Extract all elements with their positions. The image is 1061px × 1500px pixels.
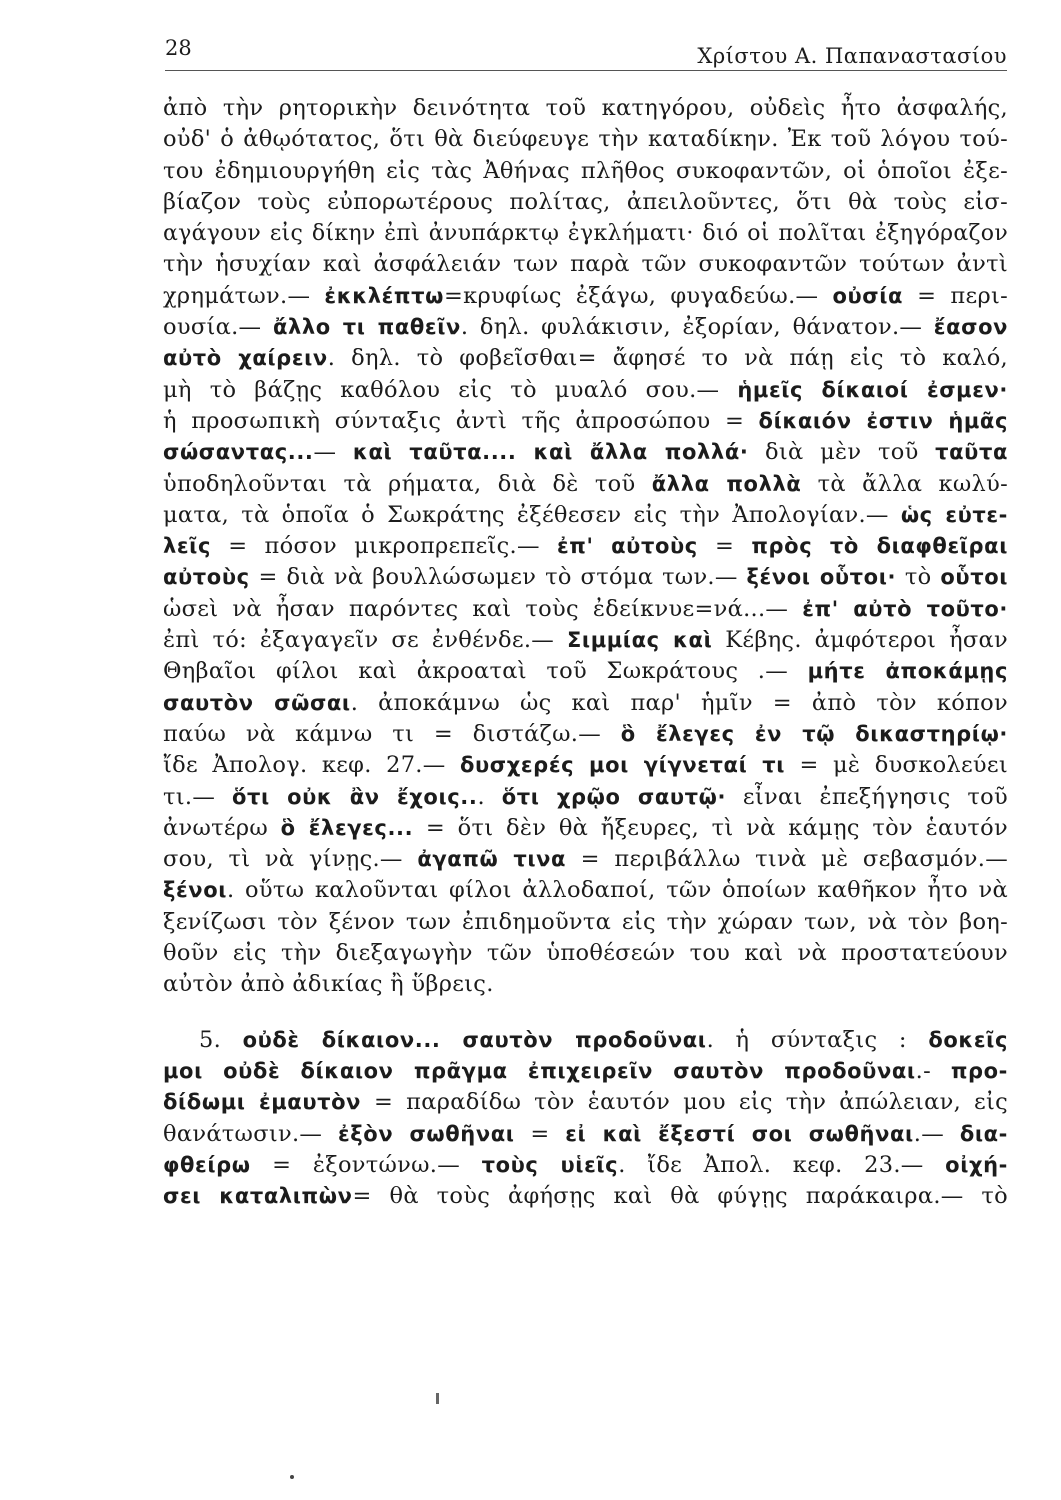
lemma: δίκαιόν ἐστιν ἡμᾶς xyxy=(758,408,1008,433)
lemma: ἀγαπῶ τινα xyxy=(417,847,567,872)
text-line: ὡσεὶ νὰ ἦσαν παρόντες καὶ τοὺς ἐδείκνυε=νά...— ἐπ' αὐτὸ τοῦτο· xyxy=(163,595,1009,622)
text-line: 5. οὐδὲ δίκαιον... σαυτὸν προδοῦναι. ἡ σύνταξις : δοκεῖς xyxy=(199,1026,1009,1053)
text-line: δίδωμι ἐμαυτὸν = παραδίδω τὸν ἑαυτόν μου εἰς τὴν ἀπώλειαν, εἰς xyxy=(163,1089,1008,1116)
text-line: αὐτοὺς = διὰ νὰ βουλλώσωμεν τὸ στόμα των.— ξένοι οὗτοι· τὸ οὗτοι xyxy=(163,564,1009,591)
lemma: ἄλλο τι παθεῖν xyxy=(272,315,461,340)
lemma: οὗτοι xyxy=(940,565,1009,590)
paragraph-gap xyxy=(163,1001,1008,1025)
lemma: αὐτὸ χαίρειν xyxy=(163,346,328,371)
text-line: Θηβαῖοι φίλοι καὶ ἀκροαταὶ τοῦ Σωκράτους .— μήτε ἀποκάμῃς xyxy=(163,658,1008,685)
lemma: ἄλλα πολλὰ xyxy=(651,471,802,496)
lemma: μήτε ἀποκάμῃς xyxy=(807,659,1008,684)
text-line: βίαζον τοὺς εὐπορωτέρους πολίτας, ἀπειλοῦντες, ὅτι θὰ τοὺς εἰσ- xyxy=(163,188,1008,215)
text-line: χρημάτων.— ἐκκλέπτω=κρυφίως ἐξάγω, φυγαδεύω.— οὐσία = περι- xyxy=(163,282,1008,309)
lemma: τοὺς υἱεῖς xyxy=(481,1152,619,1177)
text-line: μοι οὐδὲ δίκαιον πρᾶγμα ἐπιχειρεῖν σαυτὸν προδοῦναι.- προ- xyxy=(163,1057,1008,1084)
text-line: ουσία.— ἄλλο τι παθεῖν. δηλ. φυλάκισιν, ἐξορίαν, θάνατον.— ἔασον xyxy=(163,314,1008,341)
lemma: μοι οὐδὲ δίκαιον πρᾶγμα ἐπιχειρεῖν σαυτὸν προδοῦναι xyxy=(163,1058,916,1083)
lemma: λεῖς xyxy=(163,534,212,559)
page-header xyxy=(165,36,1007,71)
lemma: σώσαντας... xyxy=(163,440,314,465)
lemma: δίδωμι ἐμαυτὸν xyxy=(163,1090,362,1115)
lemma: δοκεῖς xyxy=(928,1027,1009,1052)
text-line: αγάγουν εἰς δίκην ἐπὶ ἀνυπάρκτῳ ἐγκλήματι· διό οἱ πολῖται ἐξηγόραζον xyxy=(163,221,1008,247)
lemma: ἔασον xyxy=(933,315,1008,340)
lemma: ὃ ἔλεγες... xyxy=(280,815,414,840)
text-line: σει καταλιπὼν= θὰ τοὺς ἀφήσῃς καὶ θὰ φύγῃς παράκαιρα.— τὸ xyxy=(163,1183,1008,1210)
lemma: οὐσία xyxy=(832,283,904,308)
lemma: καὶ ταῦτα.... καὶ ἄλλα πολλά· xyxy=(352,440,749,465)
text-line: μὴ τὸ βάζῃς καθόλου εἰς τὸ μυαλό σου.— ἡμεῖς δίκαιοί ἐσμεν· xyxy=(163,376,1009,403)
lemma: ὡς εὐτε- xyxy=(900,502,1008,527)
lemma: ὅτι χρῷο σαυτῷ· xyxy=(501,784,727,809)
lemma: οἰχή- xyxy=(945,1152,1008,1177)
text-line: ματα, τὰ ὁποῖα ὁ Σωκράτης ἐξέθεσεν εἰς τὴν Ἀπολογίαν.— ὡς εὐτε- xyxy=(163,501,1008,528)
lemma: ξένοι οὗτοι· xyxy=(746,565,897,590)
lemma: ἡμεῖς δίκαιοί ἐσμεν· xyxy=(737,377,1009,402)
lemma: ἐκκλέπτω xyxy=(324,283,444,308)
lemma: προ- xyxy=(950,1058,1008,1083)
lemma: αὐτοὺς xyxy=(163,565,250,590)
lemma: φθείρω xyxy=(163,1152,251,1177)
text-line: ἀνωτέρω ὃ ἔλεγες... = ὅτι δὲν θὰ ἤξευρες, τὶ νὰ κάμῃς τὸν ἑαυτόν xyxy=(163,814,1009,841)
lemma: Σιμμίας καὶ xyxy=(566,628,713,653)
text-line: ἀπὸ τὴν ρητορικὴν δεινότητα τοῦ κατηγόρου, οὐδεὶς ἦτο ἀσφαλής, xyxy=(163,95,1008,121)
lemma: ὅτι οὐκ ἂν ἔχοις.. xyxy=(231,784,478,809)
text-line: σου, τὶ νὰ γίνῃς.— ἀγαπῶ τινα = περιβάλλω τινὰ μὲ σεβασμόν.— xyxy=(163,846,1009,873)
text-line: ξενίζωσι τὸν ξένον των ἐπιδημοῦντα εἰς τὴν χώραν των, νὰ τὸν βοη- xyxy=(163,908,1008,935)
lemma: ἐξὸν σωθῆναι xyxy=(338,1121,515,1146)
lemma: ὃ ἔλεγες ἐν τῷ δικαστηρίῳ· xyxy=(620,721,1008,746)
text-line: ἡ προσωπικὴ σύνταξις ἀντὶ τῆς ἀπροσώπου = δίκαιόν ἐστιν ἡμᾶς xyxy=(163,407,1008,434)
lemma: ταῦτα xyxy=(935,440,1008,465)
lemma: ἐπ' αὐτὸ τοῦτο· xyxy=(802,596,1009,621)
text-line: ἐπὶ τό: ἐξαγαγεῖν σε ἐνθένδε.— Σιμμίας καὶ Κέβης. ἀμφότεροι ἦσαν xyxy=(163,627,1008,654)
ink-dot xyxy=(290,1475,294,1479)
text-line: αὐτὸ χαίρειν. δηλ. τὸ φοβεῖσθαι= ἄφησέ το νὰ πάῃ εἰς τὸ καλό, xyxy=(163,345,1008,372)
lemma: δια- xyxy=(959,1121,1008,1146)
text-line: σώσαντας...— καὶ ταῦτα.... καὶ ἄλλα πολλά· διὰ μὲν τοῦ ταῦτα xyxy=(163,439,1008,466)
lemma: εἰ καὶ ἔξεστί σοι σωθῆναι xyxy=(565,1121,914,1146)
lemma: οὐδὲ δίκαιον... σαυτὸν προδοῦναι xyxy=(242,1027,707,1052)
text-line: του ἐδημιουργήθη εἰς τὰς Ἀθήνας πλῆθος συκοφαντῶν, οἱ ὁποῖοι ἐξε- xyxy=(163,157,1008,184)
ink-mark xyxy=(436,1393,439,1404)
text-line: σαυτὸν σῶσαι. ἀποκάμνω ὡς καὶ παρ' ἡμῖν = ἀπὸ τὸν κόπον xyxy=(163,689,1008,716)
lemma: πρὸς τὸ διαφθεῖραι xyxy=(751,534,1008,559)
running-title: Χρίστου Α. Παπαναστασίου xyxy=(697,44,1007,68)
text-line: λεῖς = πόσον μικροπρεπεῖς.— ἐπ' αὐτοὺς = πρὸς τὸ διαφθεῖραι xyxy=(163,533,1008,560)
lemma: ξένοι xyxy=(163,878,228,903)
text-line: ἴδε Ἀπολογ. κεφ. 27.— δυσχερές μοι γίγνεταί τι = μὲ δυσκολεύει xyxy=(163,752,1008,779)
text-line: παύω νὰ κάμνω τι = διστάζω.— ὃ ἔλεγες ἐν τῷ δικαστηρίῳ· xyxy=(163,720,1008,747)
page-number: 28 xyxy=(165,36,192,60)
text-line: φθείρω = ἐξοντώνω.— τοὺς υἱεῖς. ἴδε Ἀπολ. κεφ. 23.— οἰχή- xyxy=(163,1151,1008,1178)
commentary-text xyxy=(163,93,1008,1212)
text-line: θοῦν εἰς τὴν διεξαγωγὴν τῶν ὑποθέσεών του καὶ νὰ προστατεύουν xyxy=(163,940,1008,967)
text-line: ξένοι. οὕτω καλοῦνται φίλοι ἀλλοδαποί, τῶν ὁποίων καθῆκον ἦτο νὰ xyxy=(163,877,1008,904)
text-line: τὴν ἡσυχίαν καὶ ἀσφάλειάν των παρὰ τῶν συκοφαντῶν τούτων ἀντὶ xyxy=(163,251,1008,278)
text-line: ὑποδηλοῦνται τὰ ρήματα, διὰ δὲ τοῦ ἄλλα πολλὰ τὰ ἄλλα κωλύ- xyxy=(163,470,1008,497)
lemma: σαυτὸν σῶσαι xyxy=(163,690,351,715)
text-line: αὐτὸν ἀπὸ ἀδικίας ἢ ὕβρεις. xyxy=(163,971,494,998)
lemma: σει καταλιπὼν xyxy=(163,1184,353,1209)
text-line: οὐδ' ὁ ἀθῳότατος, ὅτι θὰ διεύφευγε τὴν καταδίκην. Ἐκ τοῦ λόγου τού- xyxy=(163,126,1008,153)
text-line: τι.— ὅτι οὐκ ἂν ἔχοις... ὅτι χρῷο σαυτῷ· εἶναι ἐπεξήγησις τοῦ xyxy=(163,783,1008,810)
lemma: δυσχερές μοι γίγνεταί τι xyxy=(459,753,786,778)
lemma: ἐπ' αὐτοὺς xyxy=(556,534,698,559)
text-line: θανάτωσιν.— ἐξὸν σωθῆναι = εἰ καὶ ἔξεστί σοι σωθῆναι.— δια- xyxy=(163,1120,1008,1147)
